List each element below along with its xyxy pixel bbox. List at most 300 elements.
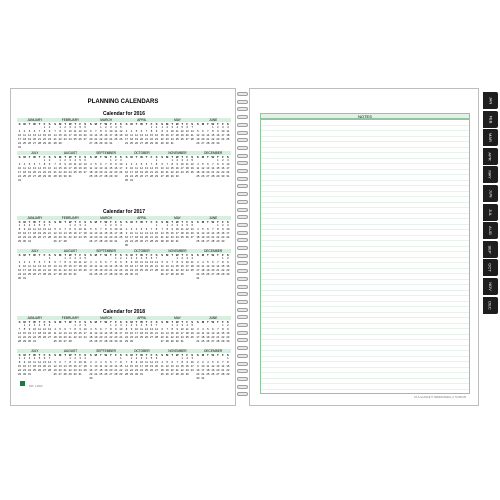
weekday-header: S M T W T F S xyxy=(196,122,229,126)
spiral-ring xyxy=(237,277,248,281)
week-row: 1 2 3 4 5 xyxy=(100,126,122,129)
tab-aug[interactable] xyxy=(483,222,498,239)
month-december xyxy=(195,249,231,281)
spiral-ring xyxy=(237,131,248,135)
week-row: 3 4 5 6 7 8 9 xyxy=(90,261,122,264)
week-row: 24 25 26 27 28 29 30 xyxy=(196,273,230,276)
week-row: 21 22 23 24 25 26 27 xyxy=(53,138,87,141)
month-february xyxy=(53,216,89,248)
week-row: 14 15 16 17 18 19 20 xyxy=(53,134,87,137)
week-row: 26 27 28 xyxy=(53,240,67,243)
month-name: MAY xyxy=(160,216,196,220)
week-row: 8 9 10 11 12 13 14 xyxy=(125,261,159,264)
week-row: 13 14 15 16 17 18 19 xyxy=(89,134,123,137)
week-row: 11 12 13 14 15 16 17 xyxy=(53,332,87,335)
month-name: JULY xyxy=(17,249,53,253)
week-row xyxy=(124,377,160,381)
week-row: 29 30 31 xyxy=(18,373,31,376)
week-row: 9 10 11 12 13 14 15 xyxy=(125,232,159,235)
tab-label: APR xyxy=(487,152,493,161)
spiral-ring xyxy=(237,246,248,250)
week-row: 24 25 26 27 28 29 30 xyxy=(18,142,51,145)
week-row: 25 26 27 28 xyxy=(53,340,72,343)
spiral-ring xyxy=(237,362,248,366)
week-row: 7 8 9 10 11 12 13 xyxy=(54,163,87,166)
month-name: DECEMBER xyxy=(195,349,231,353)
week-row: 7 8 9 10 11 12 13 xyxy=(54,130,87,133)
month-name: OCTOBER xyxy=(124,249,160,253)
week-row: 1 2 xyxy=(222,257,229,260)
tab-jan[interactable] xyxy=(483,92,498,109)
spiral-ring xyxy=(237,115,248,119)
spiral-ring xyxy=(237,261,248,265)
month-september xyxy=(88,349,124,381)
spiral-ring xyxy=(237,238,248,242)
notes-lines[interactable] xyxy=(260,119,470,394)
calendar-block-2017 xyxy=(17,209,231,282)
week-row xyxy=(195,179,231,183)
month-name: JUNE xyxy=(195,316,231,320)
week-row: 2 3 4 5 6 7 8 xyxy=(90,361,122,364)
week-row: 1 2 3 4 5 6 7 xyxy=(125,257,158,260)
week-row xyxy=(195,344,231,348)
tab-label: DEC xyxy=(487,300,493,310)
week-row: 3 4 5 6 7 8 9 xyxy=(18,163,51,166)
weekday-header: S M T W T F S xyxy=(161,220,194,224)
week-row: 12 13 14 15 16 17 18 xyxy=(53,232,87,235)
week-row: 18 19 20 21 22 23 24 xyxy=(53,336,87,339)
week-row: 1 2 3 4 5 6 7 xyxy=(125,324,158,327)
weekday-header: S M T W T F S xyxy=(54,155,87,159)
week-row xyxy=(88,277,124,281)
week-row: 26 27 28 29 30 xyxy=(196,142,220,145)
week-row: 29 30 xyxy=(125,340,134,343)
week-row: 23 24 25 26 27 28 29 xyxy=(125,175,159,178)
week-row: 25 26 27 28 29 30 xyxy=(196,240,225,243)
spiral-ring xyxy=(237,100,248,104)
tab-label: AUG xyxy=(487,226,493,236)
week-row: 1 2 xyxy=(150,126,158,129)
month-name: SEPTEMBER xyxy=(88,249,124,253)
week-row xyxy=(88,244,124,248)
notes-header: NOTES xyxy=(260,113,470,119)
spiral-ring xyxy=(237,269,248,273)
brand-logo-icon xyxy=(20,381,25,386)
week-row: 17 18 19 20 21 22 23 xyxy=(196,336,230,339)
month-name: NOVEMBER xyxy=(160,249,196,253)
week-row: 21 22 23 24 25 26 27 xyxy=(125,369,159,372)
week-row: 17 18 19 20 21 22 23 xyxy=(196,269,230,272)
week-row xyxy=(195,244,231,248)
week-row xyxy=(53,277,89,281)
week-row: 4 5 6 7 8 9 10 xyxy=(90,328,123,331)
week-row: 13 14 15 16 17 18 19 xyxy=(160,167,194,170)
week-row: 19 20 21 22 23 24 25 xyxy=(160,269,194,272)
week-row: 1 2 3 4 xyxy=(69,224,86,227)
weekday-header: S M T W T F S xyxy=(125,155,158,159)
spiral-ring xyxy=(237,161,248,165)
weekday-header: S M T W T F S xyxy=(125,353,158,357)
week-row: 11 12 13 14 15 16 17 xyxy=(160,365,194,368)
week-row: 14 15 16 17 18 19 20 xyxy=(18,332,51,335)
weekday-header: S M T W T F S xyxy=(161,353,194,357)
week-row: 1 xyxy=(155,224,158,227)
week-row: 11 12 13 14 15 16 17 xyxy=(196,232,230,235)
tab-label: JUN xyxy=(488,189,493,198)
week-row: 28 29 30 31 xyxy=(125,373,144,376)
week-row: 19 20 21 22 23 24 25 xyxy=(196,138,230,141)
week-row: 5 6 7 8 9 10 11 xyxy=(161,261,194,264)
week-row: 9 10 11 12 13 14 15 xyxy=(90,365,123,368)
week-row: 18 19 20 21 22 23 24 xyxy=(160,369,194,372)
weekday-header: S M T W T F S xyxy=(18,353,51,357)
week-row: 6 7 8 9 10 11 12 xyxy=(161,163,194,166)
month-name: SEPTEMBER xyxy=(88,349,124,353)
month-february xyxy=(53,118,89,150)
month-name: DECEMBER xyxy=(195,151,231,155)
weekday-header: S M T W T F S xyxy=(161,320,194,324)
week-row: 1 2 3 4 5 6 xyxy=(59,126,86,129)
weekday-header: S M T W T F S xyxy=(54,253,87,257)
week-row: 1 2 3 4 xyxy=(69,357,86,360)
week-row: 16 17 18 19 20 21 22 xyxy=(89,369,123,372)
week-row: 12 13 14 15 16 17 18 xyxy=(196,134,230,137)
week-row: 9 10 11 12 13 14 15 xyxy=(197,365,230,368)
week-row: 11 12 13 14 15 16 17 xyxy=(89,332,123,335)
month-january xyxy=(17,118,53,150)
week-row: 3 4 5 6 7 8 9 xyxy=(197,261,229,264)
week-row: 2 3 4 5 6 7 8 xyxy=(18,261,51,264)
month-name: AUGUST xyxy=(53,151,89,155)
week-row: 2 3 4 5 6 7 8 xyxy=(125,163,158,166)
spiral-ring xyxy=(237,200,248,204)
week-row xyxy=(53,146,89,150)
spiral-ring xyxy=(237,377,248,381)
week-row: 16 17 18 19 20 21 22 xyxy=(125,236,159,239)
week-row: 9 10 11 12 13 14 15 xyxy=(125,167,159,170)
spiral-ring xyxy=(237,208,248,212)
week-row: 7 8 9 10 11 12 13 xyxy=(125,361,159,364)
tab-oct[interactable] xyxy=(483,259,498,276)
week-row: 30 31 xyxy=(18,277,26,280)
week-row: 23 24 25 26 27 28 29 xyxy=(125,240,159,243)
week-row: 1 xyxy=(48,257,51,260)
planning-calendars-title: PLANNING CALENDARS xyxy=(87,99,159,105)
month-april xyxy=(124,216,160,248)
week-row: 17 18 19 20 21 22 23 xyxy=(89,269,123,272)
month-august xyxy=(53,151,89,183)
week-row: 1 xyxy=(120,357,122,360)
week-row: 1 2 3 xyxy=(181,357,193,360)
weekday-header: S M T W T F S xyxy=(54,122,87,126)
week-row: 13 14 15 16 17 18 19 xyxy=(160,332,194,335)
weekday-header: S M T W T F S xyxy=(18,220,51,224)
tab-mar[interactable] xyxy=(483,129,498,146)
month-name: MAY xyxy=(160,316,196,320)
tab-apr[interactable] xyxy=(483,148,498,165)
month-december xyxy=(195,151,231,183)
month-july xyxy=(17,249,53,281)
week-row xyxy=(160,277,196,281)
week-row: 22 23 24 25 26 27 28 xyxy=(125,269,159,272)
week-row: 10 11 12 13 14 15 16 xyxy=(125,134,159,137)
week-row: 27 28 29 30 31 xyxy=(53,273,77,276)
spiral-ring xyxy=(237,169,248,173)
week-row: 2 3 4 5 6 7 8 xyxy=(125,228,158,231)
week-row: 5 6 7 8 9 10 11 xyxy=(54,361,87,364)
month-name: SEPTEMBER xyxy=(88,151,124,155)
week-row xyxy=(195,146,231,150)
week-row: 28 29 30 31 xyxy=(53,175,72,178)
spiral-ring xyxy=(237,308,248,312)
week-row: 4 5 6 7 8 9 10 xyxy=(197,228,230,231)
week-row: 10 11 12 13 14 15 16 xyxy=(196,332,230,335)
month-october xyxy=(124,249,160,281)
week-row: 20 21 22 23 24 25 26 xyxy=(89,138,123,141)
tab-dec[interactable] xyxy=(483,297,498,314)
week-row xyxy=(124,344,160,348)
month-january xyxy=(17,216,53,248)
tab-label: OCT xyxy=(487,263,493,273)
week-row: 17 18 19 20 21 22 23 xyxy=(125,138,159,141)
week-row: 8 9 10 11 12 13 14 xyxy=(18,361,51,364)
week-row xyxy=(53,179,89,183)
week-row: 31 xyxy=(196,277,200,280)
week-row: 15 16 17 18 19 20 21 xyxy=(125,265,159,268)
month-july xyxy=(17,349,53,381)
month-october xyxy=(124,349,160,381)
week-row: 28 29 xyxy=(53,142,62,145)
week-row: 1 2 3 4 5 6 xyxy=(23,324,51,327)
week-row: 1 2 3 xyxy=(74,324,86,327)
week-row: 25 26 27 28 29 30 xyxy=(160,373,189,376)
month-name: FEBRUARY xyxy=(53,316,89,320)
week-row: 24 25 26 27 28 29 30 xyxy=(196,340,230,343)
spiral-ring xyxy=(237,107,248,111)
week-row: 18 19 20 21 22 23 24 xyxy=(196,171,230,174)
week-row: 19 20 21 22 23 24 25 xyxy=(89,236,123,239)
weekday-header: S M T W T F S xyxy=(89,122,122,126)
week-row: 30 xyxy=(125,244,129,247)
week-row: 17 18 19 20 21 22 23 xyxy=(18,171,51,174)
tab-label: JUL xyxy=(488,208,493,216)
month-name: DECEMBER xyxy=(195,249,231,253)
month-name: OCTOBER xyxy=(124,349,160,353)
week-row: 8 9 10 11 12 13 14 xyxy=(18,228,51,231)
week-row xyxy=(53,344,89,348)
tab-label: MAR xyxy=(487,133,493,143)
weekday-header: S M T W T F S xyxy=(89,320,122,324)
week-row: 1 2 3 xyxy=(217,159,229,162)
weekday-header: S M T W T F S xyxy=(125,220,158,224)
tab-sep[interactable] xyxy=(483,241,498,258)
week-row: 27 28 29 30 31 xyxy=(160,340,184,343)
calendar-year-title: Calendar for 2017 xyxy=(103,209,145,215)
month-september xyxy=(88,249,124,281)
weekday-header: S M T W T F S xyxy=(161,122,194,126)
week-row: 18 19 20 21 22 23 24 xyxy=(89,336,123,339)
tab-may[interactable] xyxy=(483,166,498,183)
week-row xyxy=(53,377,89,381)
weekday-header: S M T W T F S xyxy=(89,155,122,159)
week-row: 1 2 xyxy=(43,159,51,162)
weekday-header: S M T W T F S xyxy=(54,320,87,324)
weekday-header: S M T W T F S xyxy=(54,353,87,357)
week-row: 4 5 6 7 8 9 10 xyxy=(54,328,87,331)
week-row: 18 19 20 21 22 23 24 xyxy=(196,236,230,239)
week-row: 25 26 27 28 29 30 31 xyxy=(196,175,230,178)
week-row: 23 24 25 26 27 28 29 xyxy=(18,273,51,276)
week-row: 22 23 24 25 26 27 28 xyxy=(160,138,194,141)
weekday-header: S M T W T F S xyxy=(161,155,194,159)
week-row: 28 29 30 31 xyxy=(160,240,179,243)
month-name: OCTOBER xyxy=(124,151,160,155)
spiral-ring xyxy=(237,331,248,335)
tab-label: SEP xyxy=(487,245,493,254)
spiral-ring xyxy=(237,323,248,327)
week-row: 8 9 10 11 12 13 14 xyxy=(161,130,194,133)
month-november xyxy=(160,151,196,183)
week-row: 30 31 xyxy=(196,377,205,380)
week-row: 2 3 4 5 6 7 8 xyxy=(197,361,229,364)
week-row xyxy=(88,344,124,348)
tab-label: MAY xyxy=(488,170,493,180)
weekday-header: S M T W T F S xyxy=(18,320,51,324)
week-row: 1 2 3 4 5 6 xyxy=(130,357,158,360)
week-row: 1 2 3 4 5 6 xyxy=(59,159,86,162)
month-april xyxy=(124,316,160,348)
month-name: JUNE xyxy=(195,118,231,122)
week-row: 27 28 29 30 31 xyxy=(89,142,113,145)
month-november xyxy=(160,349,196,381)
week-row: 16 17 18 19 20 21 22 xyxy=(125,171,159,174)
week-row: 24 25 26 27 28 29 30 xyxy=(125,142,159,145)
week-row: 20 21 22 23 24 25 26 xyxy=(160,171,194,174)
week-row: 27 28 29 30 xyxy=(160,175,179,178)
calendar-block-2016 xyxy=(17,111,231,184)
weekday-header: S M T W T F S xyxy=(196,155,229,159)
spiral-ring xyxy=(237,184,248,188)
week-row: 10 11 12 13 14 15 16 xyxy=(18,167,51,170)
tab-label: JAN xyxy=(488,96,493,105)
week-row: 7 8 9 10 11 12 13 xyxy=(18,328,51,331)
week-row: 3 4 5 6 7 8 9 xyxy=(18,130,51,133)
month-name: NOVEMBER xyxy=(160,151,196,155)
right-page xyxy=(249,88,479,406)
week-row: 23 24 25 26 27 28 29 xyxy=(196,373,230,376)
left-footer: PAT. 1-0000 xyxy=(29,385,43,388)
week-row xyxy=(17,344,53,348)
week-row: 5 6 7 8 9 10 11 xyxy=(197,130,230,133)
spiral-ring xyxy=(237,369,248,373)
spiral-ring xyxy=(237,231,248,235)
week-row: 10 11 12 13 14 15 16 xyxy=(196,265,230,268)
tab-jul[interactable] xyxy=(483,204,498,221)
week-row: 1 2 xyxy=(222,324,229,327)
week-row: 1 2 3 4 5 xyxy=(171,159,193,162)
month-name: AUGUST xyxy=(53,349,89,353)
week-row: 22 23 24 25 26 27 28 xyxy=(18,369,51,372)
week-row: 20 21 22 23 24 25 26 xyxy=(53,269,87,272)
week-row: 15 16 17 18 19 20 21 xyxy=(18,365,51,368)
month-november xyxy=(160,249,196,281)
month-january xyxy=(17,316,53,348)
month-name: MARCH xyxy=(88,118,124,122)
month-may xyxy=(160,216,196,248)
week-row: 4 5 6 7 8 9 10 xyxy=(197,163,230,166)
month-name: APRIL xyxy=(124,118,160,122)
week-row: 9 10 11 12 13 14 15 xyxy=(18,265,51,268)
week-row: 7 8 9 10 11 12 13 xyxy=(161,228,194,231)
week-row: 4 5 6 7 8 9 10 xyxy=(90,163,123,166)
week-row: 1 2 3 4 xyxy=(105,224,122,227)
week-row: 13 14 15 16 17 18 19 xyxy=(53,265,87,268)
week-row: 10 11 12 13 14 15 16 xyxy=(18,134,51,137)
tab-jun[interactable] xyxy=(483,185,498,202)
week-row: 15 16 17 18 19 20 21 xyxy=(125,332,159,335)
week-row: 1 2 3 4 5 6 xyxy=(166,224,193,227)
week-row: 1 xyxy=(155,159,158,162)
week-row xyxy=(160,146,196,150)
calendar-year-title: Calendar for 2016 xyxy=(103,111,145,117)
left-page xyxy=(10,88,236,406)
month-name: JULY xyxy=(17,151,53,155)
week-row: 29 30 31 xyxy=(125,273,139,276)
week-row: 5 6 7 8 9 10 11 xyxy=(54,228,87,231)
week-row xyxy=(124,146,160,150)
week-row: 12 13 14 15 16 17 18 xyxy=(53,365,87,368)
week-row: 14 15 16 17 18 19 20 xyxy=(125,365,159,368)
weekday-header: S M T W T F S xyxy=(18,155,51,159)
week-row xyxy=(17,244,53,248)
month-october xyxy=(124,151,160,183)
weekday-header: S M T W T F S xyxy=(161,253,194,257)
week-row: 1 2 3 4 5 6 7 xyxy=(18,357,51,360)
spiral-ring xyxy=(237,385,248,389)
spiral-ring xyxy=(237,392,248,396)
week-row: 16 17 18 19 20 21 22 xyxy=(196,369,230,372)
weekday-header: S M T W T F S xyxy=(89,220,122,224)
month-name: MAY xyxy=(160,118,196,122)
week-row: 1 xyxy=(227,357,229,360)
tab-label: FEB xyxy=(488,115,493,123)
tab-feb[interactable] xyxy=(483,111,498,128)
weekday-header: S M T W T F S xyxy=(125,122,158,126)
right-footer: AT-A-GLANCE ® ORDER REFILL # 70-950-05 xyxy=(414,396,466,399)
tab-nov[interactable] xyxy=(483,278,498,295)
month-april xyxy=(124,118,160,150)
calendar-year-title: Calendar for 2018 xyxy=(103,309,145,315)
month-march xyxy=(88,216,124,248)
month-may xyxy=(160,316,196,348)
month-december xyxy=(195,349,231,381)
month-march xyxy=(88,118,124,150)
weekday-header: S M T W T F S xyxy=(18,253,51,257)
week-row: 1 2 xyxy=(115,257,122,260)
month-august xyxy=(53,349,89,381)
spiral-ring xyxy=(237,346,248,350)
week-row: 31 xyxy=(18,146,21,149)
week-row: 1 2 3 xyxy=(110,159,122,162)
month-name: MARCH xyxy=(88,316,124,320)
week-row: 25 26 27 28 29 30 xyxy=(89,175,118,178)
spiral-ring xyxy=(237,192,248,196)
week-row: 21 22 23 24 25 26 27 xyxy=(18,336,51,339)
month-name: APRIL xyxy=(124,316,160,320)
month-name: JULY xyxy=(17,349,53,353)
month-june xyxy=(195,216,231,248)
weekday-header: S M T W T F S xyxy=(125,253,158,257)
